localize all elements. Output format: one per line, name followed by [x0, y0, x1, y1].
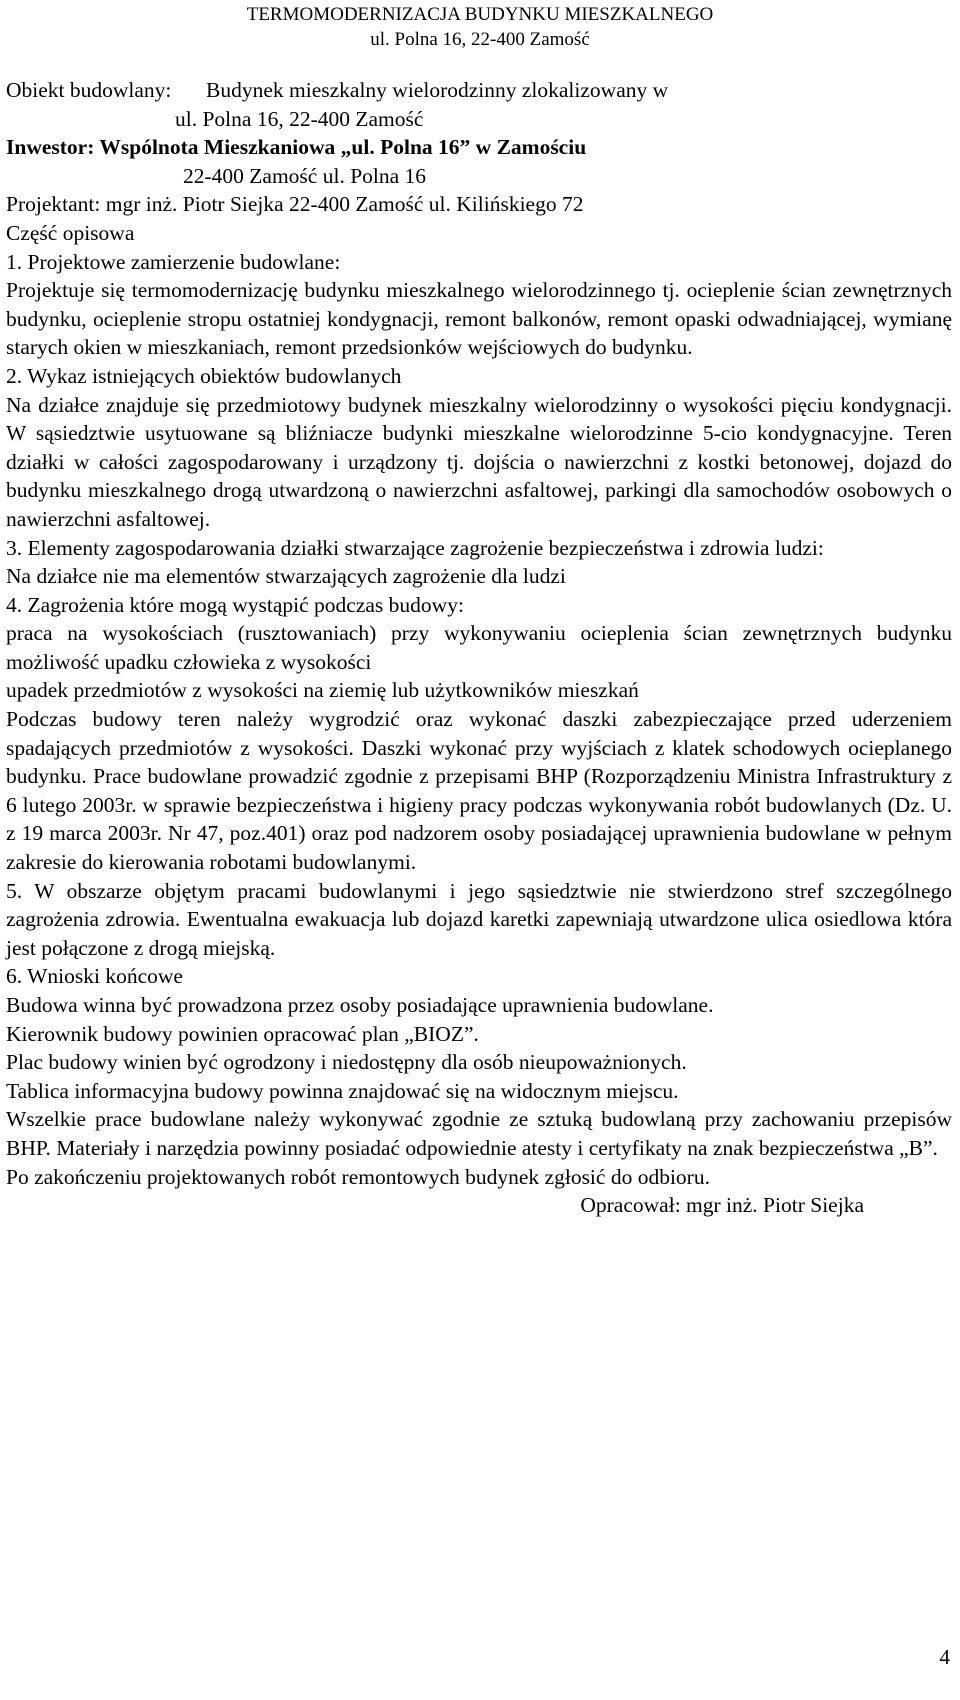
section-paragraph: Plac budowy winien być ogrodzony i niedostępny dla osób nieupoważnionych. — [6, 1050, 687, 1075]
object-value: Budynek mieszkalny wielorodzinny zlokalizowany w — [206, 78, 669, 102]
section-paragraph: Projektuje się termomodernizację budynku mieszkalnego wielorodzinnego tj. ocieplenie ścian zewnętrznych budynku, ocieplenie stropu ostatniej kondygnacji, remont balkonów, remont opaski odwadniającej, wymianę starych okien w mieszkaniach, remont przedsionków wejściowych do budynku. — [6, 278, 952, 360]
section-1 — [6, 248, 952, 362]
section-heading: 6. Wnioski końcowe — [6, 964, 183, 989]
section-paragraph: Budowa winna być prowadzona przez osoby posiadające uprawnienia budowlane. — [6, 993, 714, 1017]
section-paragraph: Tablica informacyjna budowy powinna znajdować się na widocznym miejscu. — [6, 1078, 679, 1103]
section-6 — [6, 962, 952, 1191]
section-5 — [6, 877, 952, 963]
section-paragraph: 5. W obszarze objętym pracami budowlanymi i jego sąsiedztwie nie stwierdzono stref szczególnego zagrożenia zdrowia. Ewentualna ewakuacja lub dojazd karetki zapewniają utwardzone ulica osiedlowa która jest połączone z drogą miejską. — [6, 878, 952, 960]
section-paragraph: Wszelkie prace budowlane należy wykonywać zgodnie ze sztuką budowlaną przy zachowaniu przepisów BHP. Materiały i narzędzia powinny posiadać odpowiednie atesty i certyfikaty na znak bezpieczeństwa „B”. — [6, 1107, 952, 1160]
page-header — [0, 2, 960, 52]
signature: Opracował: mgr inż. Piotr Siejka — [580, 1193, 864, 1218]
designer-line — [6, 190, 952, 219]
section-paragraph: Na działce nie ma elementów stwarzających zagrożenie dla ludzi — [6, 564, 566, 589]
investor-line-1 — [6, 133, 952, 162]
header-title: TERMOMODERNIZACJA BUDYNKU MIESZKALNEGO — [246, 4, 714, 25]
document-body — [6, 76, 952, 1220]
object-label: Obiekt budowlany: — [6, 78, 172, 102]
section-paragraph: praca na wysokościach (rusztowaniach) przy wykonywaniu ocieplenia ścian zewnętrznych budynku możliwość upadku człowieka z wysokości — [6, 621, 952, 674]
object-line-2: ul. Polna 16, 22-400 Zamość — [175, 106, 424, 131]
investor-value: Wspólnota Mieszkaniowa „ul. Polna 16” w Zamościu — [99, 135, 587, 160]
section-heading: 2. Wykaz istniejących obiektów budowlanych — [6, 363, 402, 388]
section-paragraph: Na działce znajduje się przedmiotowy budynek mieszkalny wielorodzinny o wysokości pięciu kondygnacji. W sąsiedztwie usytuowane są bliźniacze budynki mieszkalne wielorodzinne 5-cio kondygnacyjne. Teren działki w całości zagospodarowany i urządzony tj. dojścia o nawierzchni z kostki betonowej, dojazd do budynku mieszkalnego drogą utwardzoną o nawierzchni asfaltowej, parkingi dla samochodów osobowych o nawierzchni asfaltowej. — [6, 392, 952, 531]
investor-line-2: 22-400 Zamość ul. Polna 16 — [183, 163, 427, 188]
designer-value: mgr inż. Piotr Siejka 22-400 Zamość ul. Kilińskiego 72 — [105, 192, 584, 217]
part-title: Część opisowa — [6, 220, 135, 245]
section-paragraph: upadek przedmiotów z wysokości na ziemię lub użytkowników mieszkań — [6, 678, 639, 703]
section-paragraph: Podczas budowy teren należy wygrodzić oraz wykonać daszki zabezpieczające przed uderzeniem spadających przedmiotów z wysokości. Daszki wykonać przy wyjściach z klatek schodowych ocieplanego budynku. Prace budowlane prowadzić zgodnie z przepisami BHP (Rozporządzeniu Ministra Infrastruktury z 6 lutego 2003r. w sprawie bezpieczeństwa i higieny pracy podczas wykonywania robót budowlanych (Dz. U. z 19 marca 2003r. Nr 47, poz.401) oraz pod nadzorem osoby posiadającej uprawnienia budowlane w pełnym zakresie do kierowania robotami budowlanymi. — [6, 707, 952, 875]
section-paragraph: Kierownik budowy powinien opracować plan „BIOZ”. — [6, 1021, 479, 1046]
section-heading: 1. Projektowe zamierzenie budowlane: — [6, 249, 341, 274]
header-address: ul. Polna 16, 22-400 Zamość — [370, 29, 590, 50]
designer-label: Projektant: — [6, 192, 101, 217]
section-4 — [6, 591, 952, 877]
section-heading: 3. Elementy zagospodarowania działki stwarzające zagrożenie bezpieczeństwa i zdrowia ludzi: — [6, 535, 824, 560]
section-paragraph: Po zakończeniu projektowanych robót remontowych budynek zgłosić do odbioru. — [6, 1164, 710, 1189]
section-2 — [6, 362, 952, 534]
object-line-1 — [6, 76, 952, 105]
section-heading: 4. Zagrożenia które mogą wystąpić podczas budowy: — [6, 592, 464, 617]
section-3 — [6, 534, 952, 591]
investor-label: Inwestor: — [6, 135, 95, 160]
page-number: 4 — [939, 1645, 950, 1669]
